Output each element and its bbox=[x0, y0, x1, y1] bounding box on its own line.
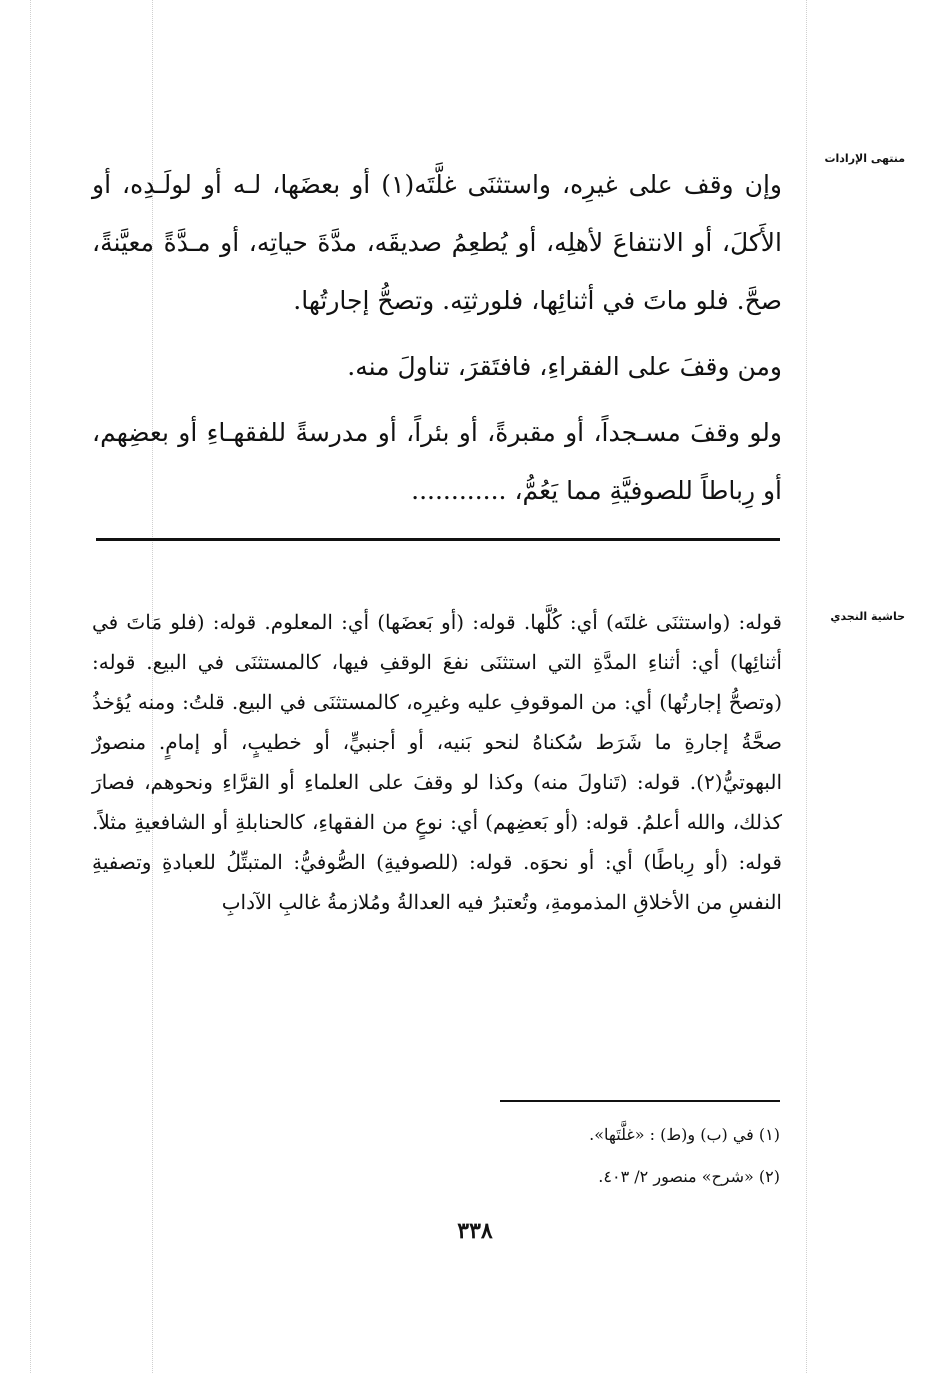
main-text bbox=[92, 156, 782, 520]
main-paragraph: وإن وقف على غيرِه، واستثنَى غلَّتَه(١) أو بعضَها، لـه أو لولَـدِه، أو الأَكلَ، أو الانتفاعَ لأهلِه، أو يُطعِمُ صديقَه، مدَّةَ حياتِه، أو مـدَّةً معيَّنةً، صحَّ. فلو ماتَ في أثنائِها، فلورثتِه. وتصحُّ إجارتُها. bbox=[92, 170, 783, 315]
page-number: ٣٣٨ bbox=[457, 1218, 493, 1244]
gloss-paragraph: قوله: (واستثنَى غلتَه) أي: كُلَّها. قوله: (أو بَعضَها) أي: المعلوم. قوله: (فلو مَاتَ في أثنائِها) أي: أثناءِ المدَّةِ التي استثنَى نفعَ الوقفِ فيها، كالمستثنَى في البيع. قوله: (وتصحُّ إجارتُها) أي: من الموقوفِ عليه وغيرِه، كالمستثنَى في البيع. قلتُ: ومنه يُؤخذُ صحَّةُ إجارةِ ما شَرَط سُكناهُ لنحو بَنيه، أو أجنبيٍّ، أو خطيبٍ، أو إمامٍ. منصورٌ البهوتيُّ(٢). قوله: (تَناولَ منه) وكذا لو وقفَ على العلماءِ أو القرَّاءِ ونحوهم، فصارَ كذلك، والله أعلمُ. قوله: (أو بَعضِهم) أي: نوعٍ من الفقهاءِ، كالحنابلةِ أو الشافعيةِ مثلاً. قوله: (أو رِباطًا) أي: أو نحوَه. قوله: (للصوفيةِ) الصُّوفيُّ: المتبتِّلُ للعبادةِ وتصفيةِ النفسِ من الأخلاقِ المذمومةِ، وتُعتبرُ فيه العدالةُ ومُلازمةُ غالبِ الآدابِ bbox=[92, 610, 782, 914]
scan-guide-line bbox=[806, 0, 807, 1373]
main-paragraph: ومن وقفَ على الفقراءِ، فافتَقرَ، تناولَ منه. bbox=[347, 352, 782, 381]
gloss-commentary bbox=[92, 602, 782, 922]
main-paragraph: ولو وقفَ مسـجداً، أو مقبرةً، أو بئراً، أو مدرسةً للفقهـاءِ أو بعضِهم، أو رِباطاً للصوفيَّةِ مما يَعُمُّ، ............ bbox=[92, 418, 782, 505]
footnotes bbox=[300, 1114, 780, 1198]
gloss-label: حاشية النجدي bbox=[830, 610, 905, 623]
footnote: (١) في (ب) و(ط) : «غلَّتَها». bbox=[589, 1125, 780, 1144]
footnote-divider bbox=[500, 1100, 780, 1102]
scan-guide-line bbox=[30, 0, 31, 1373]
section-divider bbox=[96, 538, 780, 541]
main-text-label: منتهى الإرادات bbox=[824, 152, 905, 165]
footnote: (٢) «شرح» منصور ٢/ ٤٠٣. bbox=[598, 1167, 780, 1186]
